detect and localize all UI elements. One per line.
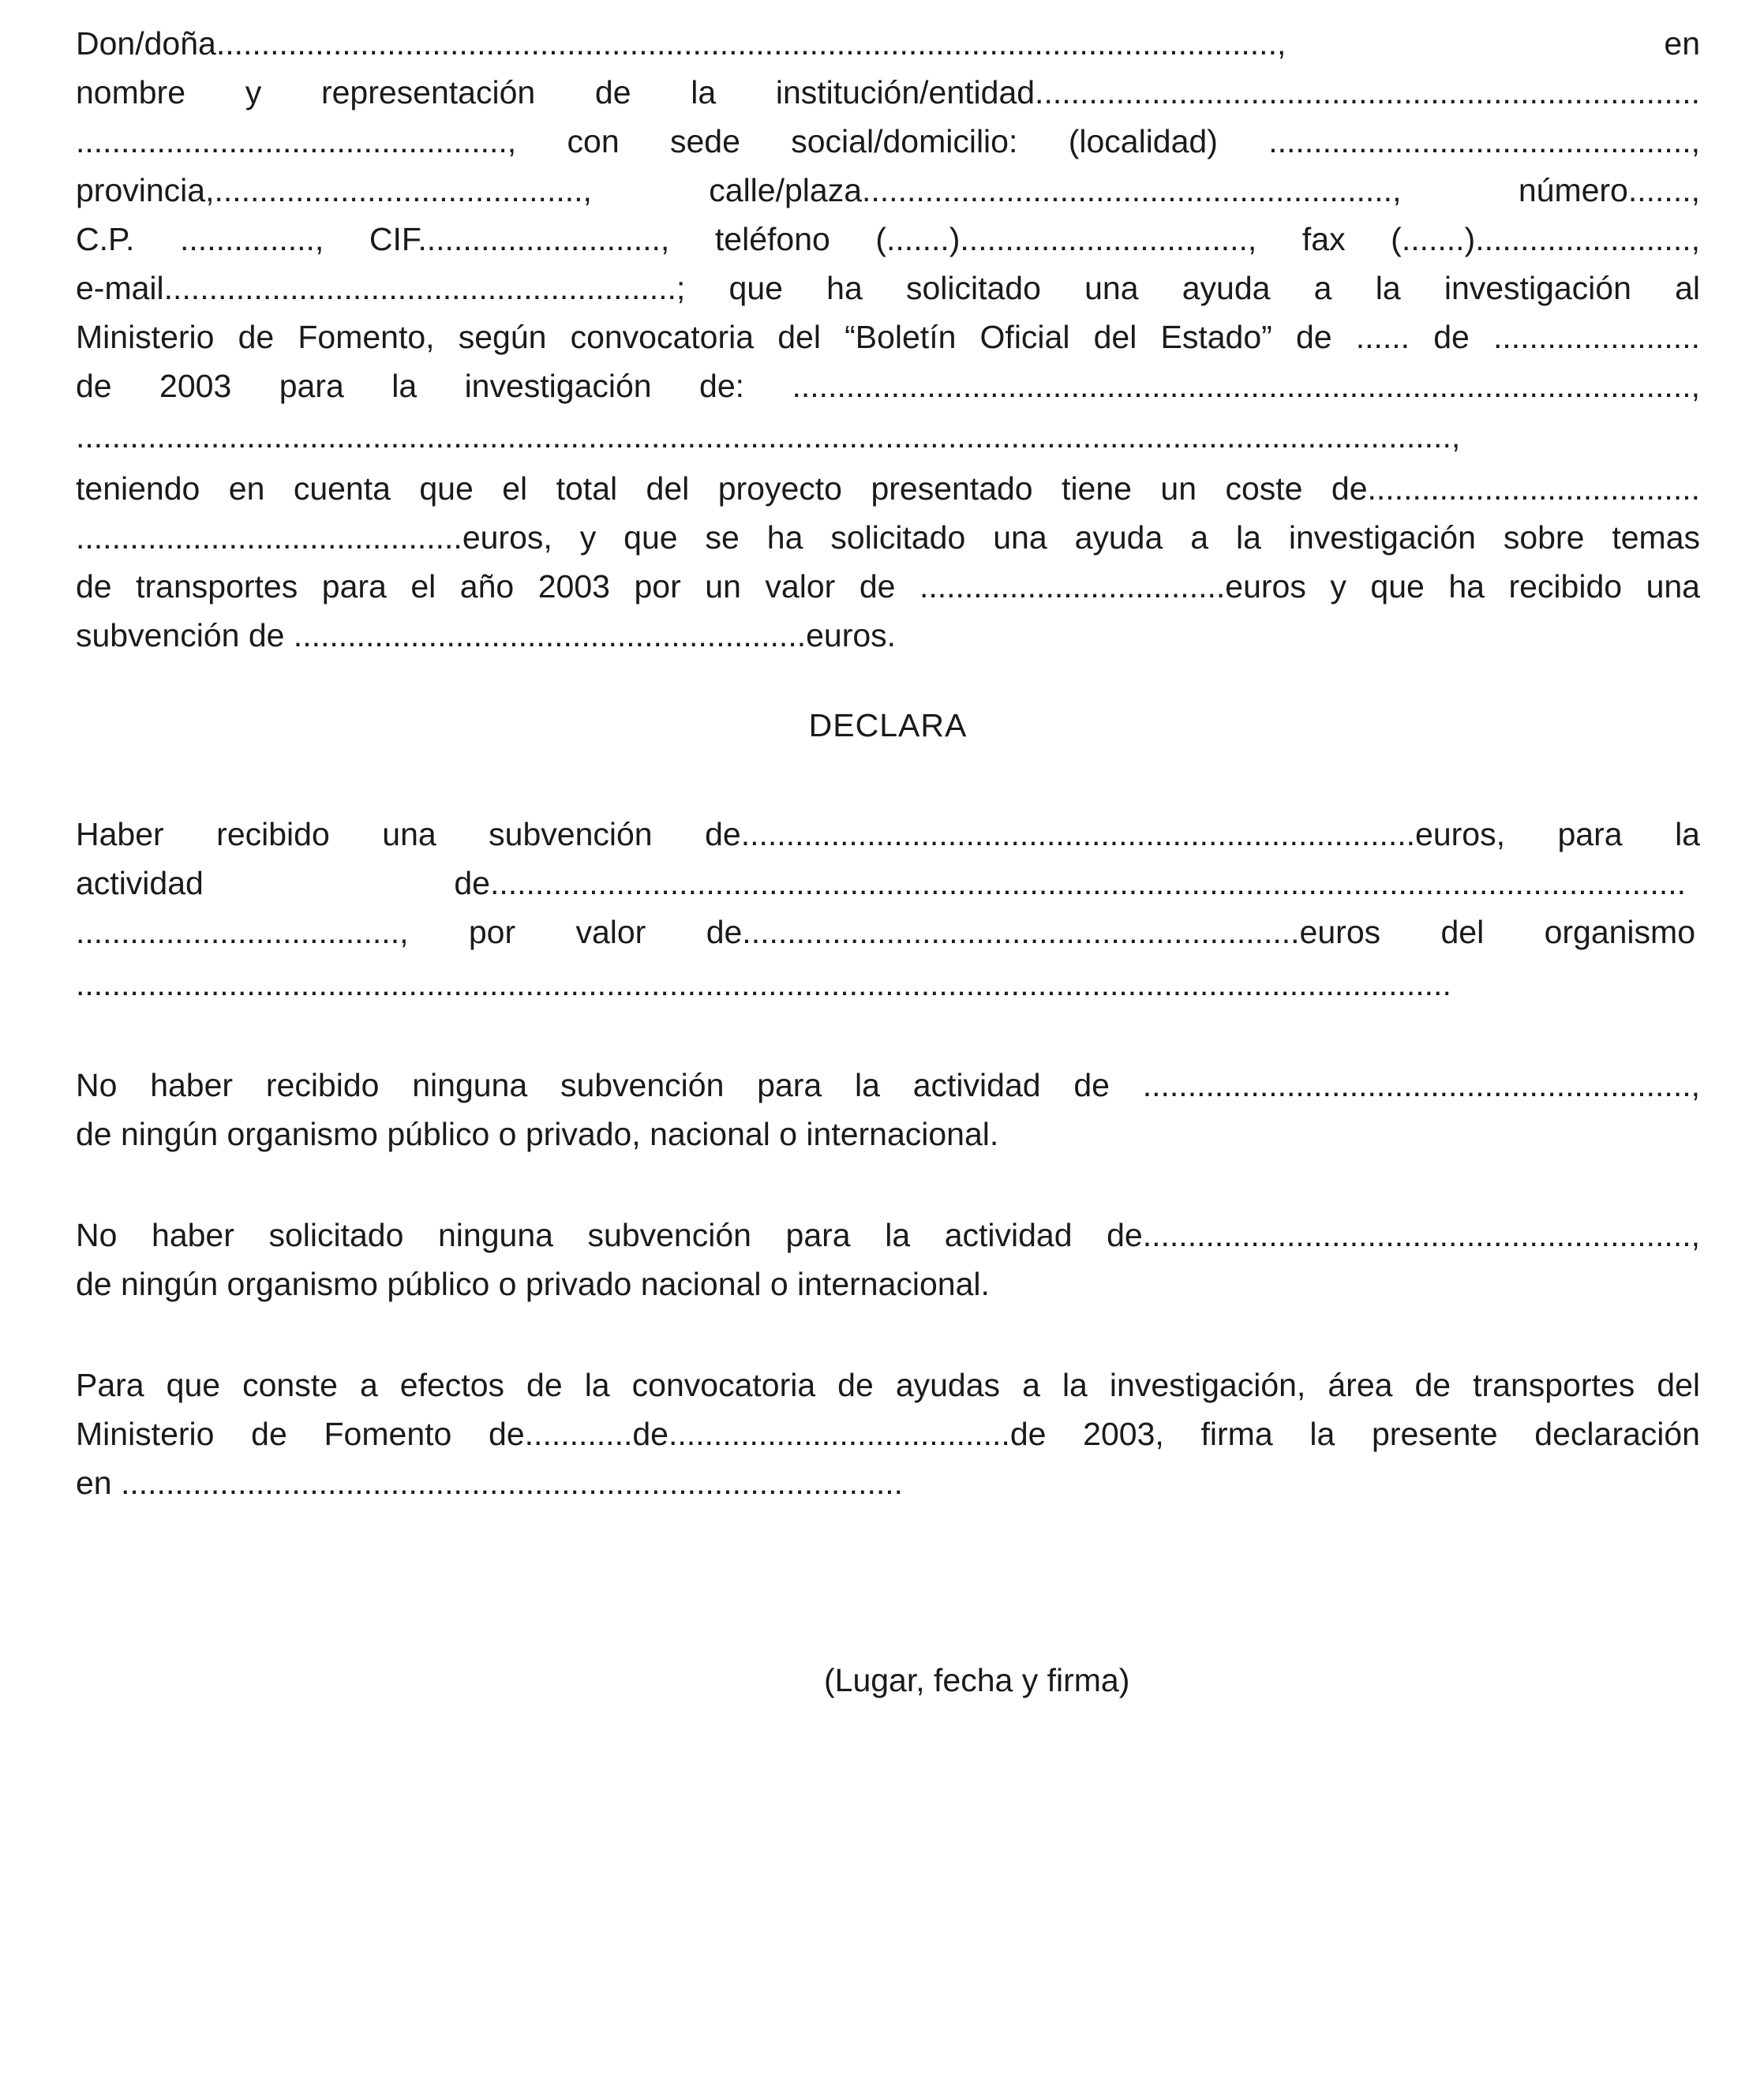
signature-block [76, 1656, 1700, 1705]
declaration-line: de ningún organismo público o privado nacional o internacional. [76, 1266, 990, 1302]
declaration-line: actividad de..................................................................................................................................... [76, 865, 1686, 901]
declaration-line: Haber recibido una subvención de...........................................................................euros, para la [76, 816, 1700, 852]
intro-line: ................................................, con sede social/domicilio: (localidad) ..............................................., [76, 123, 1700, 159]
intro-line: subvención de .........................................................euros. [76, 617, 897, 653]
closing-line: Ministerio de Fomento de............de......................................de 2003, firma la presente declaración [76, 1416, 1700, 1452]
intro-line: e-mail.........................................................; que ha solicitado una ayuda a la investigación al [76, 270, 1700, 306]
declaration-line: ......................................................................................................................................................... [76, 966, 1451, 1002]
declaration-line: No haber recibido ninguna subvención para la actividad de ............................................................., [76, 1067, 1700, 1103]
intro-line: de transportes para el año 2003 por un valor de ..................................euros y que ha recibido una [76, 568, 1700, 605]
intro-line: nombre y representación de la institución/entidad.......................................................................... [76, 74, 1700, 110]
intro-line: ........................................................................................................................................................., [76, 418, 1461, 455]
intro-line: Ministerio de Fomento, según convocatoria del “Boletín Oficial del Estado” de ...... de ....................... [76, 319, 1700, 355]
declaration-heading: DECLARA [808, 707, 968, 743]
declaration-line: de ningún organismo público o privado, nacional o internacional. [76, 1116, 999, 1152]
intro-line: Don/doña......................................................................................................................, en [76, 25, 1700, 62]
declaration-line: ...................................., por valor de..............................................................euros del organismo [76, 914, 1695, 950]
signature-label: (Lugar, fecha y firma) [824, 1662, 1130, 1698]
intro-line: provincia,........................................., calle/plaza..........................................................., número......., [76, 172, 1700, 208]
declaration-line: No haber solicitado ninguna subvención para la actividad de............................................................., [76, 1217, 1700, 1253]
closing-line: Para que conste a efectos de la convocatoria de ayudas a la investigación, área de transportes del [76, 1367, 1700, 1403]
intro-line: de 2003 para la investigación de: ...................................................................................................., [76, 368, 1700, 404]
intro-line: ...........................................euros, y que se ha solicitado una ayuda a la investigación sobre temas [76, 519, 1700, 556]
intro-line: teniendo en cuenta que el total del proyecto presentado tiene un coste de..................................... [76, 470, 1700, 507]
closing-line: en ....................................................................................... [76, 1465, 904, 1501]
intro-line: C.P. ..............., CIF..........................., teléfono (.......)................................, fax (.......)........................, [76, 221, 1700, 257]
